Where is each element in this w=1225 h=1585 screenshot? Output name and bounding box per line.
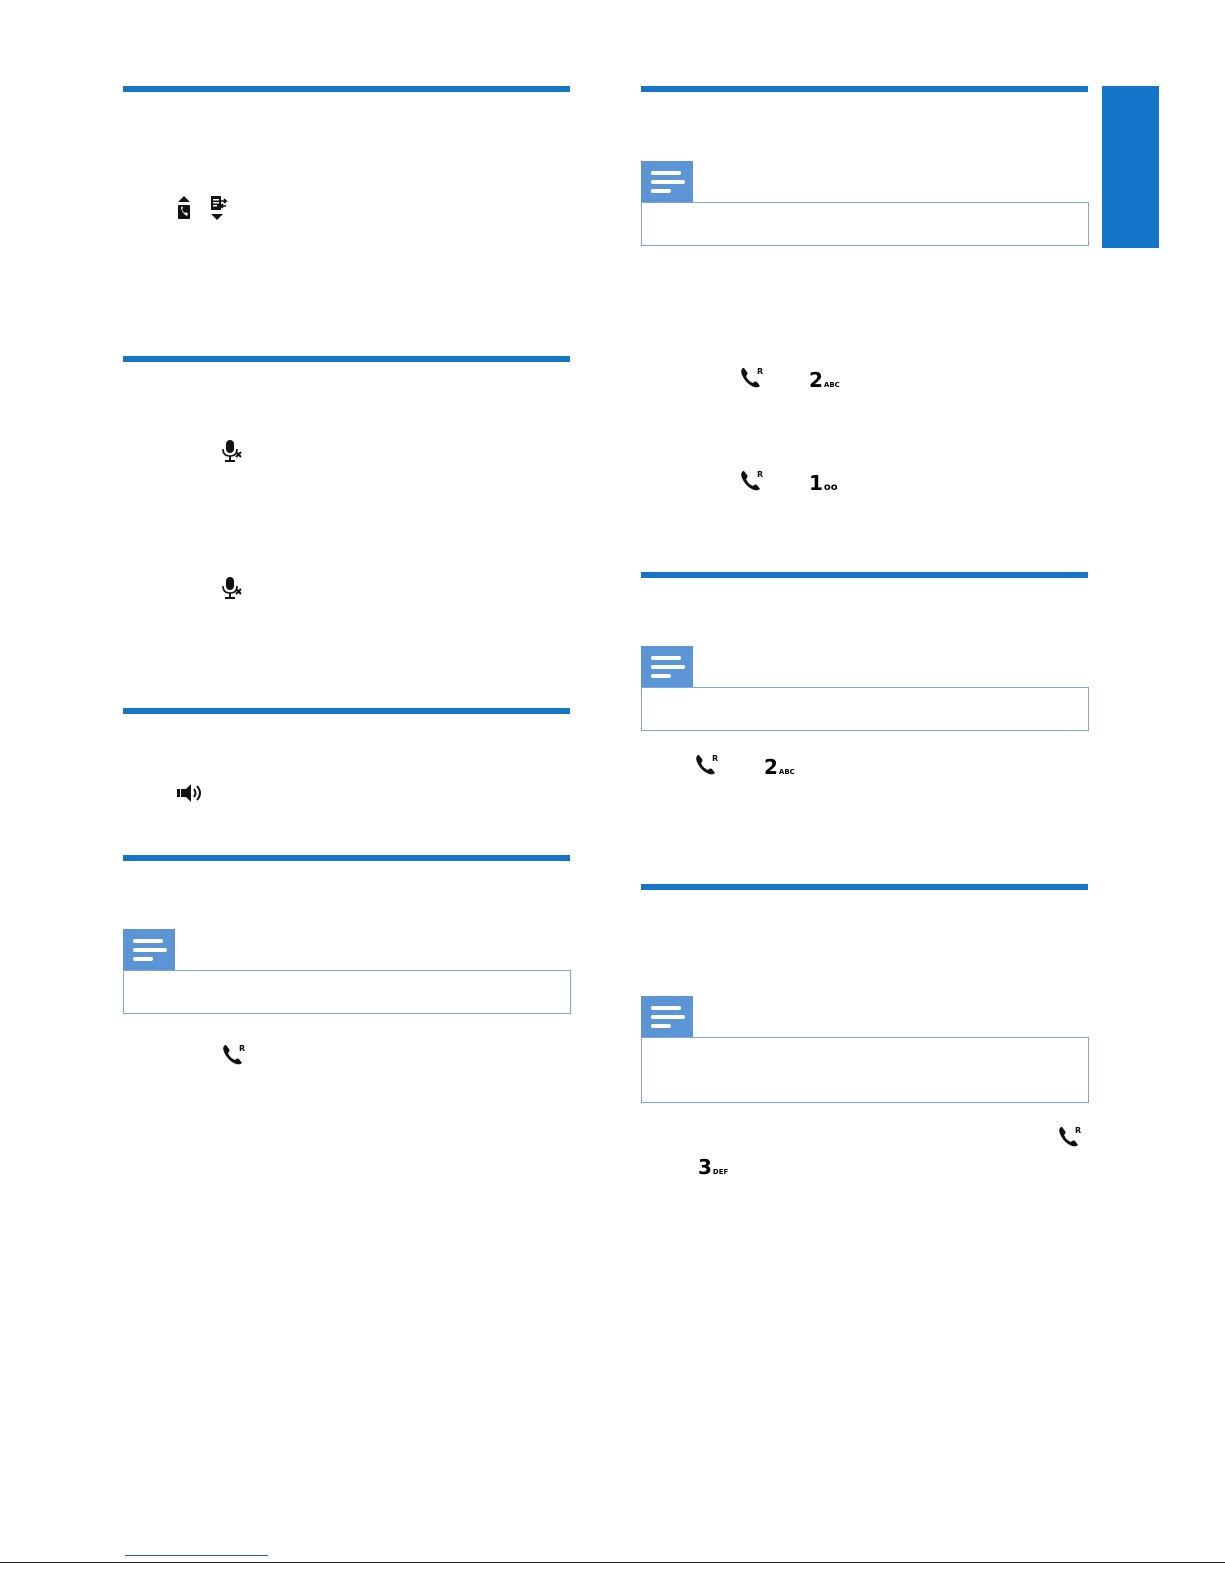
section-rule — [641, 572, 1088, 578]
phone-flash-icon — [694, 752, 720, 776]
section-rule — [123, 356, 570, 362]
speaker-icon — [177, 783, 203, 803]
language-tab — [1102, 86, 1159, 248]
note-frame — [641, 1037, 1089, 1103]
key-1-icon — [809, 471, 838, 495]
svg-text:R: R — [757, 367, 764, 376]
key-2-icon — [809, 368, 840, 392]
note-icon — [641, 646, 693, 688]
key-digit: 3 — [698, 1155, 712, 1179]
voicemail-symbol: oo — [823, 482, 838, 493]
section-rule — [123, 855, 570, 861]
section-rule — [641, 884, 1088, 890]
svg-text:R: R — [712, 754, 719, 763]
page-bottom-rule — [0, 1562, 1225, 1563]
note-box — [123, 929, 571, 1014]
note-frame — [123, 970, 571, 1014]
key-digit: 2 — [764, 755, 778, 779]
note-box — [641, 161, 1089, 246]
mute-mic-icon — [221, 439, 243, 463]
phone-flash-icon — [739, 468, 765, 492]
key-2-icon — [764, 755, 795, 779]
note-box — [641, 996, 1089, 1103]
note-icon — [641, 996, 693, 1038]
section-rule — [641, 86, 1088, 92]
phone-flash-icon — [739, 365, 765, 389]
call-log-down-icon — [208, 195, 230, 221]
section-rule — [123, 708, 570, 714]
key-letters: ABC — [778, 768, 795, 776]
note-frame — [641, 202, 1089, 246]
note-box — [641, 646, 1089, 731]
section-rule — [123, 86, 570, 92]
svg-text:R: R — [757, 470, 764, 479]
note-icon — [123, 929, 175, 971]
phone-flash-icon — [1057, 1124, 1083, 1148]
svg-text:R: R — [1075, 1126, 1082, 1135]
note-frame — [641, 687, 1089, 731]
key-letters: DEF — [712, 1168, 729, 1176]
phone-flash-icon — [221, 1042, 247, 1066]
key-letters: ABC — [823, 381, 840, 389]
phonebook-up-icon — [175, 195, 193, 221]
key-digit: 1 — [809, 471, 823, 495]
note-icon — [641, 161, 693, 203]
svg-text:R: R — [239, 1044, 246, 1053]
mute-mic-icon — [221, 576, 243, 600]
footer-link-underline — [125, 1555, 268, 1556]
key-3-icon — [698, 1155, 728, 1179]
key-digit: 2 — [809, 368, 823, 392]
